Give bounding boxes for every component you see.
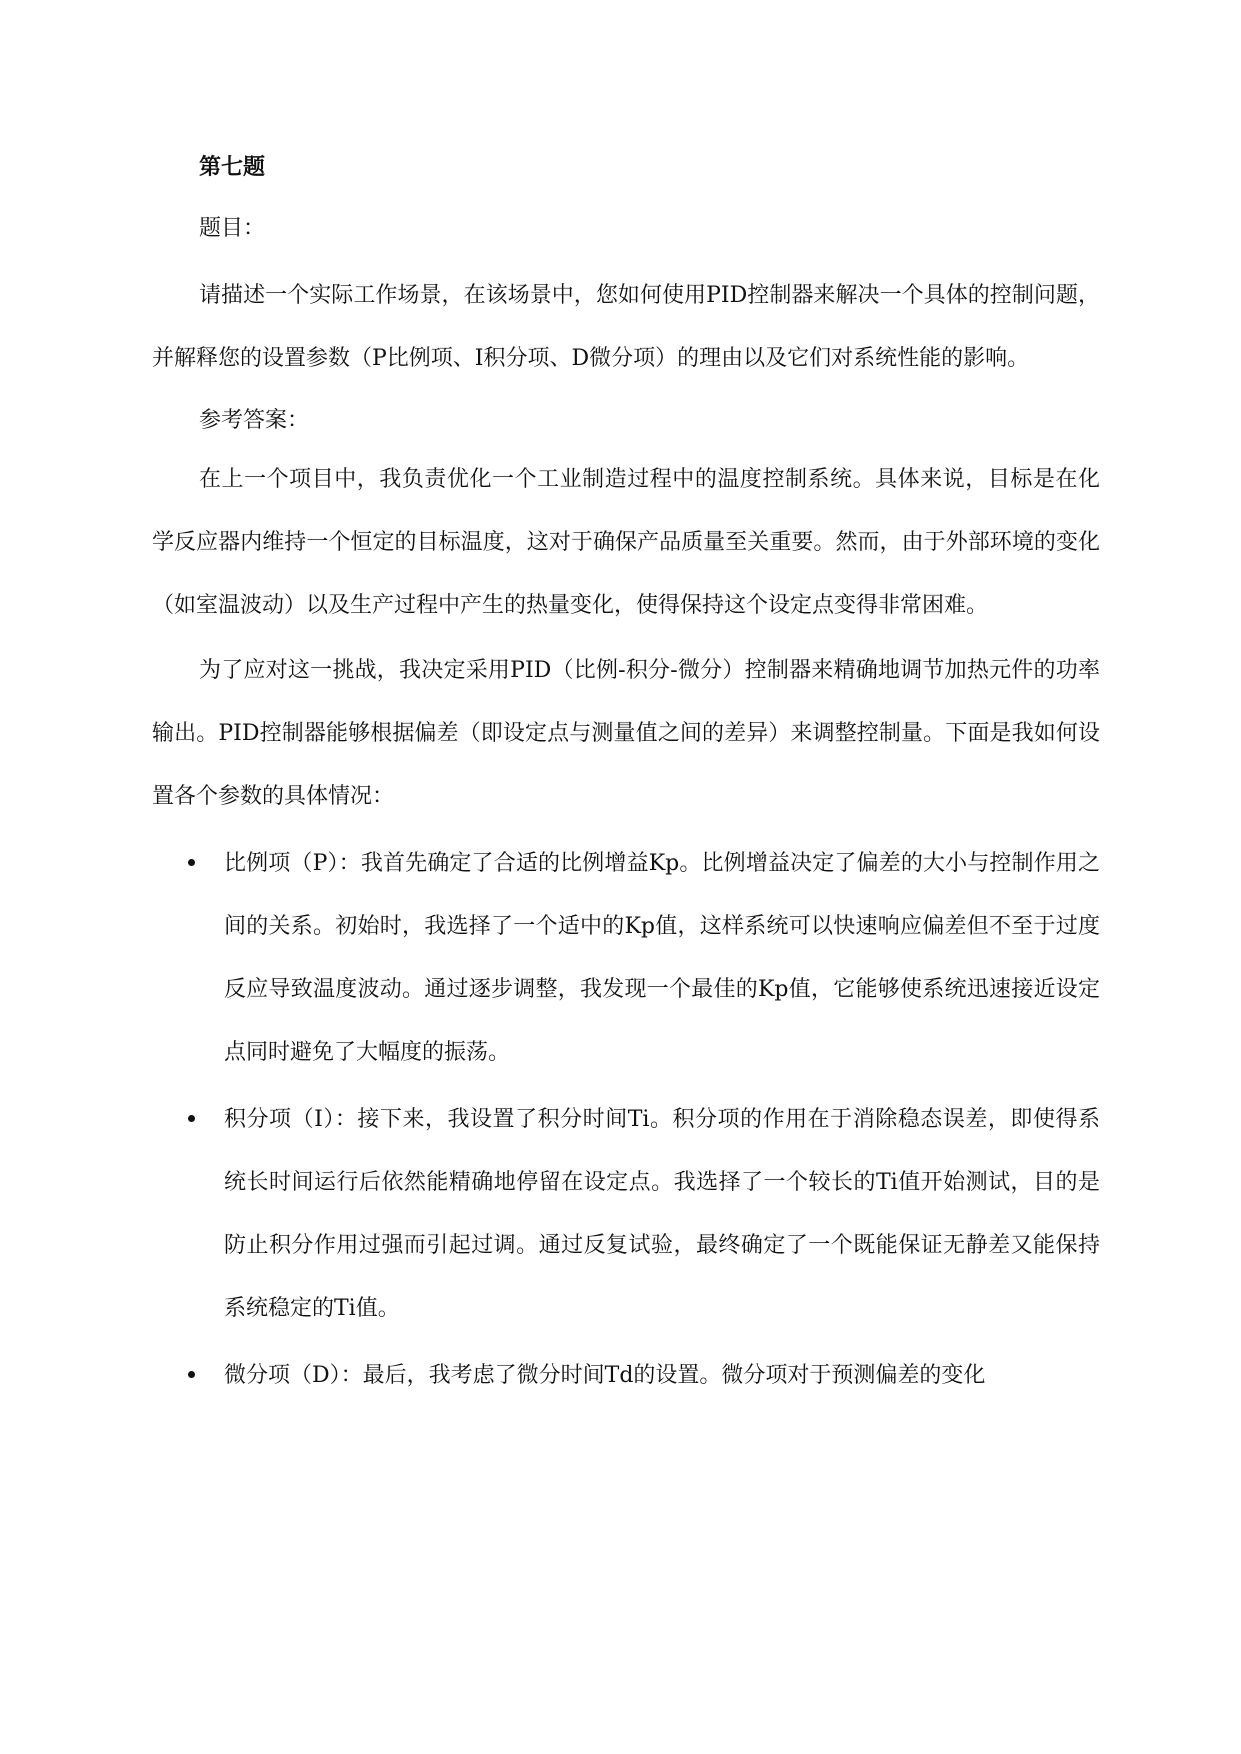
question-heading: 第七题 — [199, 154, 266, 180]
list-item-text: 比例项（P）：我首先确定了合适的比例增益Kp。比例增益决定了偏差的大小与控制作用之间的关系。初始时，我选择了一个适中的Kp值，这样系统可以快速响应偏差但不至于过度反应导致温度波动。通过逐步调整，我发现一个最佳的Kp值，它能够使系统迅速接近设定点同时避免了大幅度的振荡。 — [224, 851, 1100, 1065]
bullet-dot-icon — [188, 859, 195, 866]
pid-parameter-list — [152, 832, 1100, 1407]
list-item-proportional — [152, 832, 1100, 1084]
list-item-derivative — [152, 1344, 1100, 1407]
answer-paragraph-1: 在上一个项目中，我负责优化一个工业制造过程中的温度控制系统。具体来说，目标是在化学反应器内维持一个恒定的目标温度，这对于确保产品质量至关重要。然而，由于外部环境的变化（如室温波动）以及生产过程中产生的热量变化，使得保持这个设定点变得非常困难。 — [152, 467, 1100, 618]
answer-label: 参考答案： — [199, 408, 310, 433]
question-label: 题目： — [199, 216, 266, 241]
list-item-integral — [152, 1088, 1100, 1340]
list-item-text: 积分项（I）：接下来，我设置了积分时间Ti。积分项的作用在于消除稳态误差，即使得系统长时间运行后依然能精确地停留在设定点。我选择了一个较长的Ti值开始测试，目的是防止积分作用过强而引起过调。通过反复试验，最终确定了一个既能保证无静差又能保持系统稳定的Ti值。 — [224, 1107, 1100, 1321]
list-item-text: 微分项（D）：最后，我考虑了微分时间Td的设置。微分项对于预测偏差的变化 — [224, 1363, 986, 1388]
answer-paragraph-2: 为了应对这一挑战，我决定采用PID（比例-积分-微分）控制器来精确地调节加热元件的功率输出。PID控制器能够根据偏差（即设定点与测量值之间的差异）来调整控制量。下面是我如何设置各个参数的具体情况： — [152, 658, 1100, 809]
bullet-dot-icon — [188, 1371, 195, 1378]
question-text: 请描述一个实际工作场景，在该场景中，您如何使用PID控制器来解决一个具体的控制问题，并解释您的设置参数（P比例项、I积分项、D微分项）的理由以及它们对系统性能的影响。 — [152, 283, 1100, 371]
bullet-dot-icon — [188, 1115, 195, 1122]
document-content — [152, 140, 1100, 1407]
